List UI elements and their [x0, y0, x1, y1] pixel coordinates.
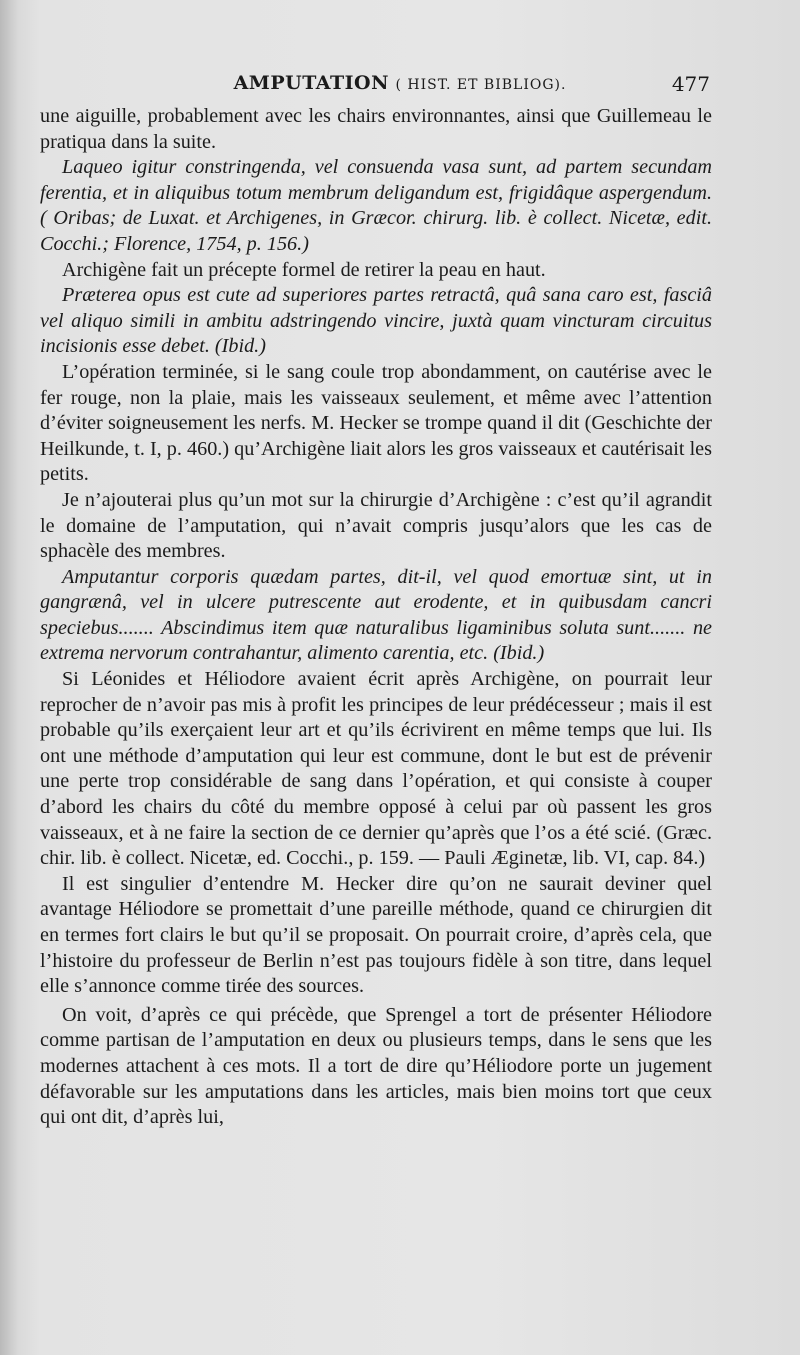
paragraph: L’opération terminée, si le sang coule trop abondamment, on cautérise avec le fer rouge, non la plaie, mais les vaisseaux seulement, et même avec l’attention d’éviter soigneusement les nerfs. M. Hecker se trompe quand il dit (Geschichte der Heilkunde, t. I, p. 460.) qu’Archigène liait alors les gros vaisseaux et cautérisait les petits.	[40, 360, 712, 486]
paragraph: Si Léonides et Héliodore avaient écrit après Archigène, on pourrait leur reprocher de n’avoir pas mis à profit les principes de leur prédécesseur ; mais il est probable qu’ils exerçaient leur art et qu’ils écrivirent en même temps que lui. Ils ont une méthode d’amputation qui leur est commune, dont le but est de prévenir une perte trop considérable de sang dans l’opération, et qui consiste à couper d’abord les chairs du côté du membre opposé à celui par où passent les gros vaisseaux, et à ne faire la section de ce dernier qu’après que l’os a été scié. (Græc. chir. lib. è collect. Nicetæ, ed. Cocchi., p. 159. — Pauli Æginetæ, lib. VI, cap. 84.)	[40, 668, 712, 870]
page-body	[40, 104, 712, 1131]
paragraph: On voit, d’après ce qui précède, que Sprengel a tort de présenter Héliodore comme partisan de l’amputation en deux ou plusieurs temps, dans le sens que les modernes attachent à ces mots. Il a tort de dire qu’Héliodore porte un jugement défavorable sur les amputations dans les articles, mais bien moins tort que ceux qui ont dit, d’après lui,	[40, 1003, 712, 1129]
paragraph: Laqueo igitur constringenda, vel consuenda vasa sunt, ad partem secundam ferentia, et in aliquibus totum membrum deligandum est, frigidâque aspergendum. ( Oribas; de Luxat. et Archigenes, in Græcor. chirurg. lib. è collect. Nicetæ, edit. Cocchi.; Florence, 1754, p. 156.)	[40, 156, 712, 255]
running-title-sub: ( HIST. ET BIBLIOG).	[395, 77, 567, 93]
paragraph: Amputantur corporis quædam partes, dit-il, vel quod emortuæ sint, ut in gangrænâ, vel in ulcere putrescente aut erodente, et in quibusdam cancri speciebus....... Abscindimus item quæ naturalibus ligaminibus soluta sunt....... ne extrema nervorum contrahantur, alimento carentia, etc. (Ibid.)	[40, 565, 712, 665]
running-title-main: AMPUTATION	[233, 72, 389, 94]
paragraph: Archigène fait un précepte formel de retirer la peau en haut.	[62, 258, 546, 281]
paragraph: une aiguille, probablement avec les chairs environnantes, ainsi que Guillemeau le pratiqua dans la suite.	[40, 105, 712, 153]
paragraph: Il est singulier d’entendre M. Hecker dire qu’on ne saurait deviner quel avantage Héliodore se promettait d’une pareille méthode, quand ce chirurgien dit en termes fort clairs le but qu’il se proposait. On pourrait croire, d’après cela, que l’histoire du professeur de Berlin n’est pas toujours fidèle à son titre, dans lequel elle s’annonce comme tirée des sources.	[40, 872, 712, 998]
running-header	[0, 72, 800, 98]
paragraph: Je n’ajouterai plus qu’un mot sur la chirurgie d’Archigène : c’est qu’il agrandit le domaine de l’amputation, qui n’avait compris jusqu’alors que les cas de sphacèle des membres.	[40, 488, 712, 563]
page-number: 477	[671, 72, 710, 96]
paragraph: Præterea opus est cute ad superiores partes retractâ, quâ sana caro est, fasciâ vel aliquo simili in ambitu adstringendo vincire, juxtà quam vincturam circuitus incisionis esse debet. (Ibid.)	[40, 284, 712, 358]
